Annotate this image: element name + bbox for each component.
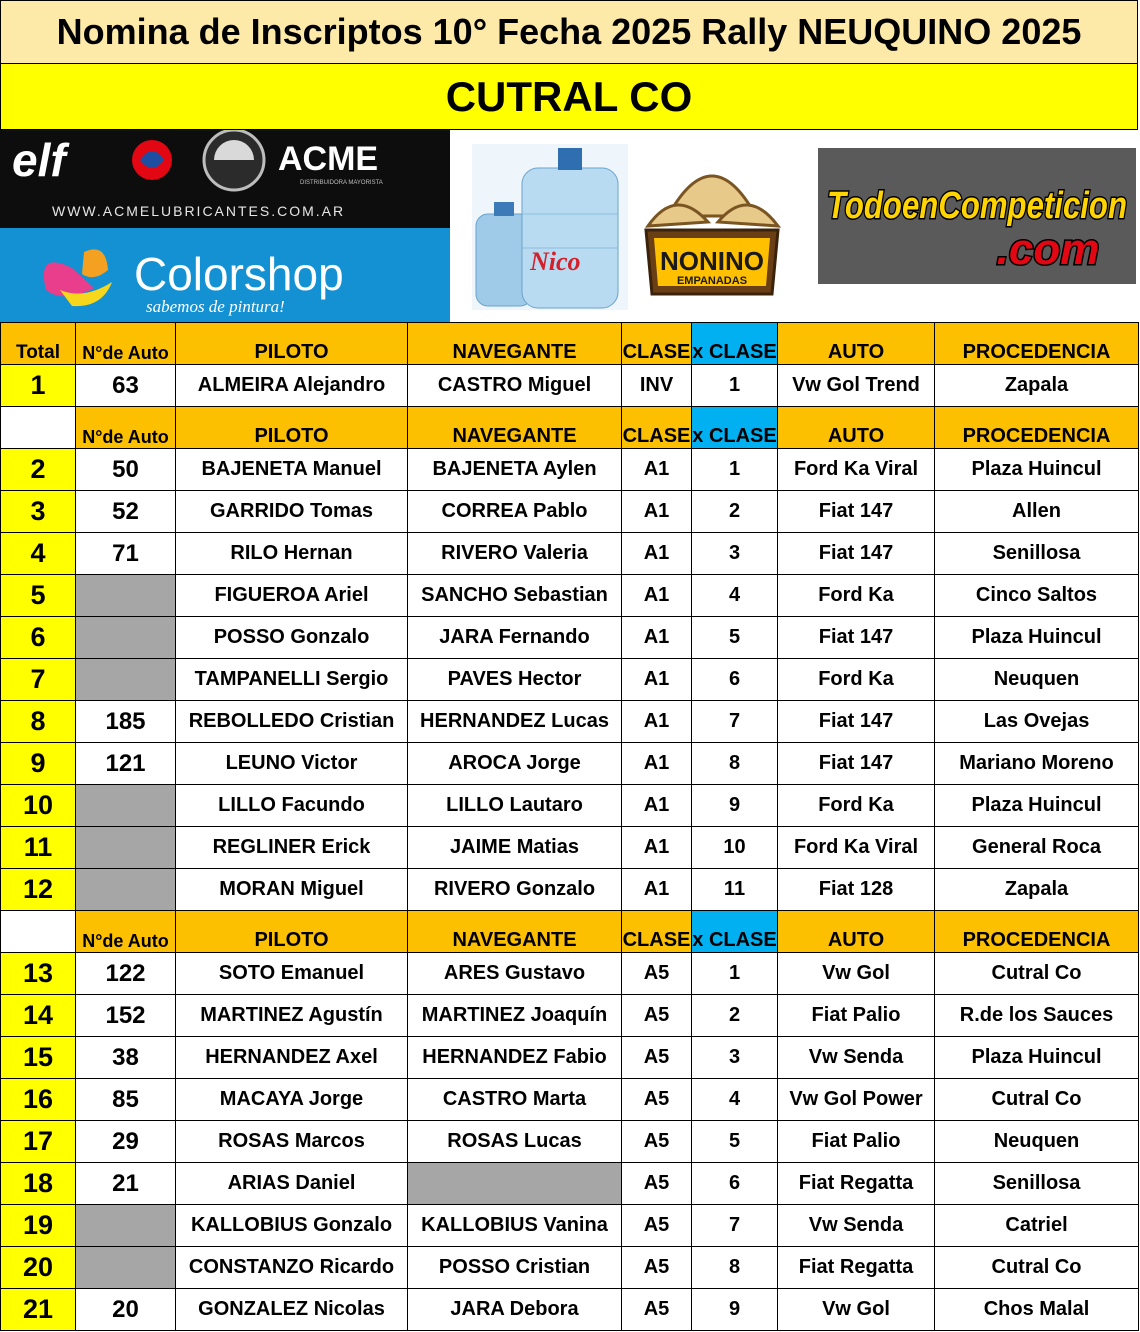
cell-nauto [76, 869, 176, 911]
cell-xclase: 3 [692, 533, 778, 575]
table-row [1, 953, 1139, 995]
cell-xclase: 6 [692, 659, 778, 701]
cell-clase: A1 [622, 491, 692, 533]
cell-xclase: 5 [692, 1121, 778, 1163]
cell-procedencia: Las Ovejas [935, 701, 1139, 743]
cell-procedencia: Plaza Huincul [935, 1037, 1139, 1079]
cell-clase: A1 [622, 617, 692, 659]
header-xclase: x CLASE [692, 407, 778, 449]
cell-xclase: 7 [692, 1205, 778, 1247]
cell-nauto: 21 [76, 1163, 176, 1205]
cell-navegante: CASTRO Miguel [408, 365, 622, 407]
header-total [1, 407, 76, 449]
cell-procedencia: Neuquen [935, 1121, 1139, 1163]
cell-auto: Ford Ka Viral [778, 449, 935, 491]
cell-xclase: 4 [692, 1079, 778, 1121]
cell-navegante: BAJENETA Aylen [408, 449, 622, 491]
cell-auto: Fiat 147 [778, 491, 935, 533]
cell-total: 14 [1, 995, 76, 1037]
cell-nauto: 38 [76, 1037, 176, 1079]
cell-nauto [76, 1247, 176, 1289]
cell-nauto: 185 [76, 701, 176, 743]
cell-total: 16 [1, 1079, 76, 1121]
cell-piloto: CONSTANZO Ricardo [176, 1247, 408, 1289]
header-total [1, 911, 76, 953]
table-row [1, 827, 1139, 869]
cell-procedencia: Neuquen [935, 659, 1139, 701]
cell-nauto: 122 [76, 953, 176, 995]
cell-clase: A1 [622, 827, 692, 869]
cell-clase: A5 [622, 1121, 692, 1163]
cell-total: 17 [1, 1121, 76, 1163]
cell-total: 21 [1, 1289, 76, 1331]
cell-procedencia: Allen [935, 491, 1139, 533]
cell-total: 15 [1, 1037, 76, 1079]
cell-nauto [76, 827, 176, 869]
table-row [1, 1247, 1139, 1289]
cell-xclase: 6 [692, 1163, 778, 1205]
header-procedencia: PROCEDENCIA [935, 407, 1139, 449]
acme-url: WWW.ACMELUBRICANTES.COM.AR [52, 203, 346, 219]
cell-xclase: 3 [692, 1037, 778, 1079]
cell-clase: A1 [622, 743, 692, 785]
cell-auto: Fiat 147 [778, 617, 935, 659]
cell-piloto: MORAN Miguel [176, 869, 408, 911]
cell-auto: Ford Ka [778, 659, 935, 701]
cell-navegante: JAIME Matias [408, 827, 622, 869]
cell-clase: A1 [622, 659, 692, 701]
cell-xclase: 2 [692, 491, 778, 533]
colorshop-logo [0, 228, 450, 322]
cell-auto: Vw Gol [778, 1289, 935, 1331]
cell-xclase: 1 [692, 953, 778, 995]
cell-piloto: MACAYA Jorge [176, 1079, 408, 1121]
cell-navegante: AROCA Jorge [408, 743, 622, 785]
cell-auto: Ford Ka Viral [778, 827, 935, 869]
header-navegante: NAVEGANTE [408, 407, 622, 449]
cell-procedencia: Cinco Saltos [935, 575, 1139, 617]
cell-piloto: LILLO Facundo [176, 785, 408, 827]
nico-brand-text: Nico [530, 247, 581, 276]
header-piloto: PILOTO [176, 407, 408, 449]
header-nauto: N°de Auto [76, 323, 176, 365]
table-row [1, 1079, 1139, 1121]
header-total: Total [1, 323, 76, 365]
header-auto: AUTO [778, 323, 935, 365]
header-xclase: x CLASE [692, 911, 778, 953]
cell-navegante: SANCHO Sebastian [408, 575, 622, 617]
cell-clase: A5 [622, 1163, 692, 1205]
cell-auto: Fiat Regatta [778, 1247, 935, 1289]
cell-piloto: ARIAS Daniel [176, 1163, 408, 1205]
header-nauto: N°de Auto [76, 407, 176, 449]
cell-piloto: TAMPANELLI Sergio [176, 659, 408, 701]
table-row [1, 1205, 1139, 1247]
cell-navegante: HERNANDEZ Fabio [408, 1037, 622, 1079]
cell-navegante: KALLOBIUS Vanina [408, 1205, 622, 1247]
cell-total: 19 [1, 1205, 76, 1247]
cell-piloto: ROSAS Marcos [176, 1121, 408, 1163]
nico-water-logo [472, 144, 628, 310]
header-row [1, 407, 1139, 449]
colorshop-slogan: sabemos de pintura! [146, 297, 285, 316]
cell-piloto: KALLOBIUS Gonzalo [176, 1205, 408, 1247]
cell-total: 9 [1, 743, 76, 785]
cell-nauto: 63 [76, 365, 176, 407]
cell-procedencia: Plaza Huincul [935, 449, 1139, 491]
table-row [1, 785, 1139, 827]
cell-xclase: 11 [692, 869, 778, 911]
cell-procedencia: Cutral Co [935, 1079, 1139, 1121]
header-navegante: NAVEGANTE [408, 911, 622, 953]
table-row [1, 617, 1139, 659]
cell-piloto: GARRIDO Tomas [176, 491, 408, 533]
header-nauto: N°de Auto [76, 911, 176, 953]
colorshop-text: Colorshop [134, 248, 344, 300]
nonino-subtext: EMPANADAS [676, 275, 748, 287]
cell-clase: A5 [622, 995, 692, 1037]
cell-xclase: 10 [692, 827, 778, 869]
header-auto: AUTO [778, 911, 935, 953]
header-procedencia: PROCEDENCIA [935, 323, 1139, 365]
cell-piloto: GONZALEZ Nicolas [176, 1289, 408, 1331]
cell-piloto: SOTO Emanuel [176, 953, 408, 995]
cell-navegante: JARA Debora [408, 1289, 622, 1331]
todoencompeticion-logo [818, 148, 1136, 284]
cell-auto: Vw Gol Power [778, 1079, 935, 1121]
water-bottles-image [472, 144, 628, 310]
cell-total: 6 [1, 617, 76, 659]
cell-nauto: 85 [76, 1079, 176, 1121]
cell-navegante: CASTRO Marta [408, 1079, 622, 1121]
event-location: CUTRAL CO [0, 64, 1138, 130]
cell-navegante: RIVERO Valeria [408, 533, 622, 575]
cell-xclase: 1 [692, 449, 778, 491]
cell-clase: A1 [622, 449, 692, 491]
cell-nauto [76, 575, 176, 617]
cell-procedencia: Senillosa [935, 533, 1139, 575]
cell-navegante: HERNANDEZ Lucas [408, 701, 622, 743]
cell-xclase: 9 [692, 785, 778, 827]
cell-procedencia: General Roca [935, 827, 1139, 869]
cell-navegante: PAVES Hector [408, 659, 622, 701]
cell-total: 8 [1, 701, 76, 743]
cell-procedencia: Zapala [935, 869, 1139, 911]
cell-auto: Ford Ka [778, 785, 935, 827]
inscriptos-table [0, 322, 1139, 1331]
cell-nauto [76, 785, 176, 827]
cell-navegante: CORREA Pablo [408, 491, 622, 533]
header-piloto: PILOTO [176, 323, 408, 365]
cell-auto: Fiat 147 [778, 743, 935, 785]
sponsor-banner [0, 130, 1140, 322]
cell-procedencia: Cutral Co [935, 953, 1139, 995]
cell-clase: A1 [622, 701, 692, 743]
cell-navegante: ARES Gustavo [408, 953, 622, 995]
nonino-logo-graphic [638, 146, 786, 306]
cell-auto: Fiat 147 [778, 533, 935, 575]
acme-tagline: DISTRIBUIDORA MAYORISTA [300, 180, 383, 186]
cell-clase: A5 [622, 953, 692, 995]
header-clase: CLASE [622, 323, 692, 365]
cell-procedencia: Mariano Moreno [935, 743, 1139, 785]
cell-auto: Vw Senda [778, 1205, 935, 1247]
cell-total: 11 [1, 827, 76, 869]
cell-navegante: ROSAS Lucas [408, 1121, 622, 1163]
cell-nauto: 29 [76, 1121, 176, 1163]
cell-auto: Fiat Regatta [778, 1163, 935, 1205]
nonino-logo [638, 146, 786, 306]
todo-text-line2: .com [996, 225, 1100, 274]
cell-clase: A5 [622, 1289, 692, 1331]
cell-nauto: 152 [76, 995, 176, 1037]
cell-auto: Vw Gol [778, 953, 935, 995]
cell-clase: INV [622, 365, 692, 407]
cell-clase: A1 [622, 869, 692, 911]
cell-procedencia: Chos Malal [935, 1289, 1139, 1331]
todo-logo-graphic [818, 148, 1136, 284]
colorshop-logo-graphic [0, 228, 450, 322]
cell-nauto [76, 659, 176, 701]
cell-procedencia: Plaza Huincul [935, 785, 1139, 827]
cell-piloto: HERNANDEZ Axel [176, 1037, 408, 1079]
cell-clase: A1 [622, 575, 692, 617]
cell-navegante: LILLO Lautaro [408, 785, 622, 827]
table-row [1, 701, 1139, 743]
cell-total: 5 [1, 575, 76, 617]
cell-auto: Fiat Palio [778, 995, 935, 1037]
acme-logo [0, 130, 450, 228]
cell-clase: A5 [622, 1037, 692, 1079]
table-row [1, 1037, 1139, 1079]
cell-auto: Ford Ka [778, 575, 935, 617]
header-clase: CLASE [622, 911, 692, 953]
cell-clase: A1 [622, 533, 692, 575]
acme-logo-text: ACME [278, 140, 379, 178]
cell-piloto: ALMEIRA Alejandro [176, 365, 408, 407]
cell-piloto: REBOLLEDO Cristian [176, 701, 408, 743]
cell-procedencia: Catriel [935, 1205, 1139, 1247]
cell-xclase: 5 [692, 617, 778, 659]
cell-total: 1 [1, 365, 76, 407]
cell-total: 10 [1, 785, 76, 827]
cell-procedencia: Cutral Co [935, 1247, 1139, 1289]
nonino-text: NONINO [660, 246, 764, 276]
elf-logo-text: elf [12, 134, 66, 186]
header-auto: AUTO [778, 407, 935, 449]
cell-nauto: 121 [76, 743, 176, 785]
table-row [1, 1163, 1139, 1205]
cell-total: 13 [1, 953, 76, 995]
cell-navegante: MARTINEZ Joaquín [408, 995, 622, 1037]
table-row [1, 743, 1139, 785]
table-row [1, 659, 1139, 701]
cell-total: 4 [1, 533, 76, 575]
cell-auto: Vw Senda [778, 1037, 935, 1079]
cell-nauto [76, 617, 176, 659]
table-row [1, 449, 1139, 491]
table-row [1, 1121, 1139, 1163]
cell-piloto: LEUNO Victor [176, 743, 408, 785]
cell-nauto: 20 [76, 1289, 176, 1331]
cell-nauto: 52 [76, 491, 176, 533]
cell-total: 7 [1, 659, 76, 701]
cell-auto: Fiat Palio [778, 1121, 935, 1163]
header-clase: CLASE [622, 407, 692, 449]
cell-xclase: 4 [692, 575, 778, 617]
cell-navegante: RIVERO Gonzalo [408, 869, 622, 911]
acme-logo-graphic [0, 130, 450, 228]
cell-procedencia: Senillosa [935, 1163, 1139, 1205]
table-row [1, 869, 1139, 911]
cell-piloto: FIGUEROA Ariel [176, 575, 408, 617]
cell-total: 20 [1, 1247, 76, 1289]
cell-xclase: 8 [692, 1247, 778, 1289]
cell-nauto [76, 1205, 176, 1247]
table-row [1, 491, 1139, 533]
cell-auto: Fiat 128 [778, 869, 935, 911]
cell-piloto: RILO Hernan [176, 533, 408, 575]
cell-total: 12 [1, 869, 76, 911]
cell-clase: A1 [622, 785, 692, 827]
cell-auto: Vw Gol Trend [778, 365, 935, 407]
todo-text-line1: TodoenCompeticion [827, 185, 1127, 227]
cell-auto: Fiat 147 [778, 701, 935, 743]
table-row [1, 995, 1139, 1037]
header-navegante: NAVEGANTE [408, 323, 622, 365]
cell-procedencia: Zapala [935, 365, 1139, 407]
cell-navegante: JARA Fernando [408, 617, 622, 659]
header-xclase: x CLASE [692, 323, 778, 365]
cell-piloto: MARTINEZ Agustín [176, 995, 408, 1037]
table-row [1, 533, 1139, 575]
cell-xclase: 2 [692, 995, 778, 1037]
cell-xclase: 8 [692, 743, 778, 785]
cell-total: 2 [1, 449, 76, 491]
table-row [1, 365, 1139, 407]
cell-clase: A5 [622, 1205, 692, 1247]
cell-total: 3 [1, 491, 76, 533]
header-piloto: PILOTO [176, 911, 408, 953]
cell-clase: A5 [622, 1079, 692, 1121]
header-procedencia: PROCEDENCIA [935, 911, 1139, 953]
cell-total: 18 [1, 1163, 76, 1205]
header-row [1, 911, 1139, 953]
cell-navegante [408, 1163, 622, 1205]
cell-xclase: 1 [692, 365, 778, 407]
cell-nauto: 71 [76, 533, 176, 575]
table-row [1, 575, 1139, 617]
cell-procedencia: Plaza Huincul [935, 617, 1139, 659]
cell-nauto: 50 [76, 449, 176, 491]
cell-piloto: BAJENETA Manuel [176, 449, 408, 491]
cell-piloto: REGLINER Erick [176, 827, 408, 869]
cell-piloto: POSSO Gonzalo [176, 617, 408, 659]
table-row [1, 1289, 1139, 1331]
page-title: Nomina de Inscriptos 10° Fecha 2025 Rally NEUQUINO 2025 [0, 0, 1138, 64]
cell-clase: A5 [622, 1247, 692, 1289]
cell-xclase: 7 [692, 701, 778, 743]
cell-xclase: 9 [692, 1289, 778, 1331]
cell-navegante: POSSO Cristian [408, 1247, 622, 1289]
header-row [1, 323, 1139, 365]
table-body [1, 323, 1139, 1331]
cell-procedencia: R.de los Sauces [935, 995, 1139, 1037]
